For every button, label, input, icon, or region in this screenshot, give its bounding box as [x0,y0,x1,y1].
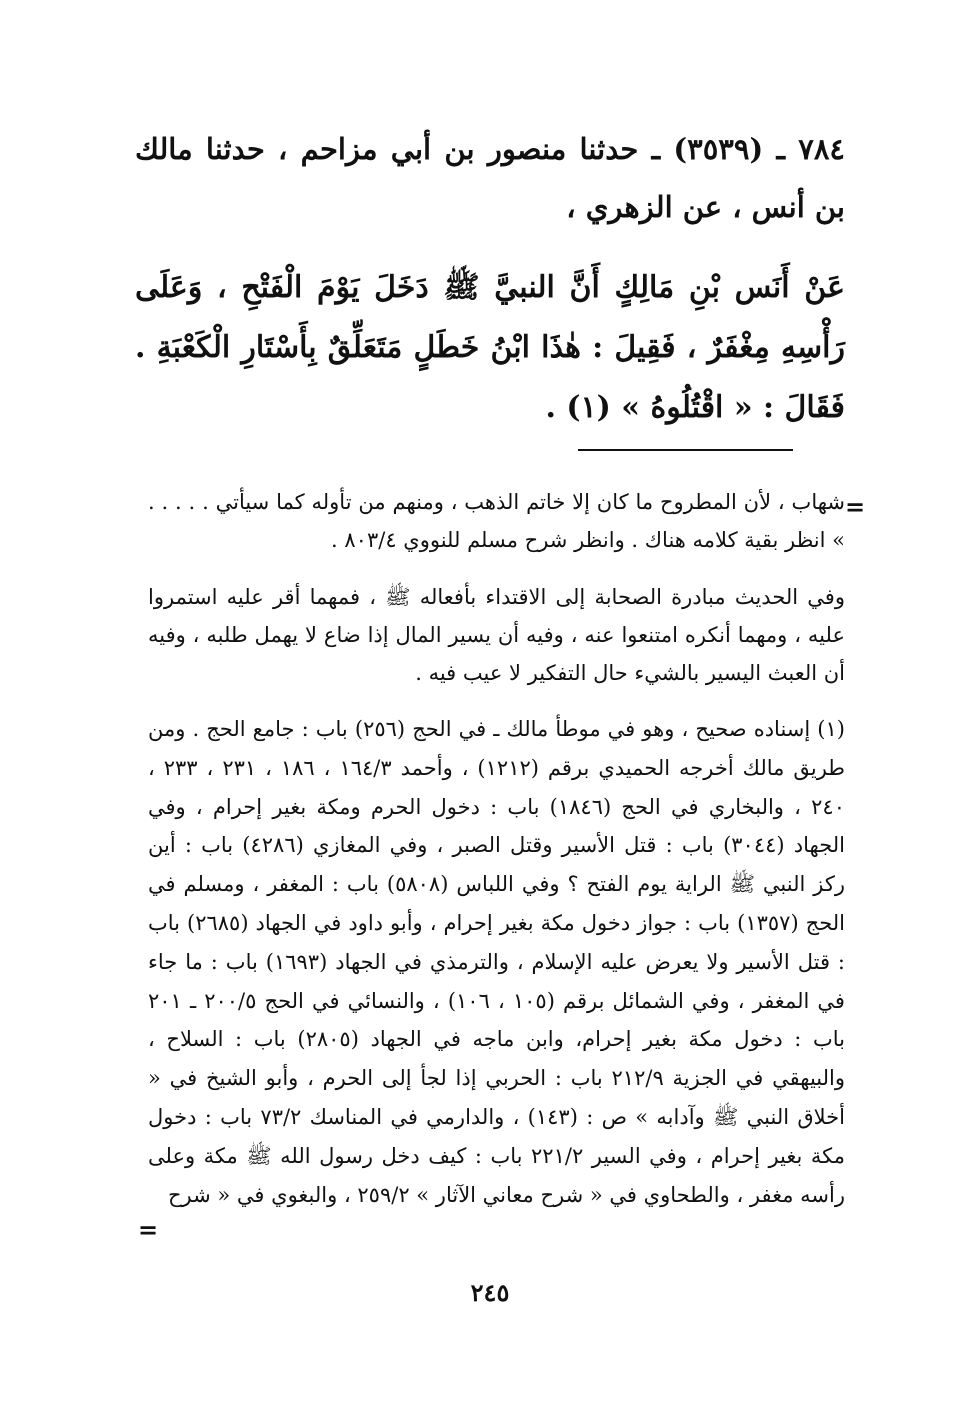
footnote-separator [578,449,793,451]
footnote-commentary: وفي الحديث مبادرة الصحابة إلى الاقتداء بأفعاله ﷺ ، فمهما أقر عليه استمروا عليه ، ومهما أنكره امتنعوا عنه ، وفيه أن يسير المال إذا ضاع لا يهمل طلبه ، وفيه أن العبث اليسير بالشيء حال التفكير لا عيب فيه . [148,585,845,685]
continues-next-page-marker: = [138,1215,159,1244]
footnote-1: (١) إسناده صحيح ، وهو في موطأ مالك ـ في الحج (٢٥٦) باب : جامع الحج . ومن طريق مالك أخرجه الحميدي برقم (١٢١٢) ، وأحمد ١٦٤/٣ ، ١٨٦ ، ٢٣١ ، ٢٣٣ ، ٢٤٠ ، والبخاري في الحج (١٨٤٦) باب : دخول الحرم ومكة بغير إحرام ، وفي الجهاد (٣٠٤٤) باب : قتل الأسير وقتل الصبر ، وفي المغازي (٤٢٨٦) باب : أين ركز النبي ﷺ الراية يوم الفتح ؟ وفي اللباس (٥٨٠٨) باب : المغفر ، ومسلم في الحج (١٣٥٧) باب : جواز دخول مكة بغير إحرام ، وأبو داود في الجهاد (٢٦٨٥) باب : قتل الأسير ولا يعرض عليه الإسلام ، والترمذي في الجهاد (١٦٩٣) باب : ما جاء في المغفر ، وفي الشمائل برقم (١٠٥ ، ١٠٦) ، والنسائي في الحج ٢٠٠/٥ ـ ٢٠١ باب : دخول مكة بغير إحرام، وابن ماجه في الجهاد (٢٨٠٥) باب : السلاح ، والبيهقي في الجزية ٢١٢/٩ باب : الحربي إذا لجأ إلى الحرم ، وأبو الشيخ في « أخلاق النبي ﷺ وآدابه » ص : (١٤٣) ، والدارمي في المناسك ٧٣/٢ باب : دخول مكة بغير إحرام ، وفي السير ٢٢١/٢ باب : كيف دخل رسول الله ﷺ مكة وعلى رأسه مغفر ، والطحاوي في « شرح معاني الآثار » ٢٥٩/٢ ، والبغوي في « شرح [148,717,846,1207]
continued-from-previous-marker: = [845,492,866,521]
footnote-continued-text: شهاب ، لأن المطروح ما كان إلا خاتم الذهب ، ومنهم من تأوله كما سيأتي . . . . . » انظر بقية كلامه هناك . وانظر شرح مسلم للنووي ٨٠٣/٤ . [148,490,845,552]
page-number: ٢٤٥ [470,1278,510,1307]
hadith-text: عَنْ أَنَس بْنِ مَالِكٍ أَنَّ النبيَّ ﷺ دَخَلَ يَوْمَ الْفَتْحِ ، وَعَلَى رَأْسِهِ مِغْفَرٌ ، فَقِيلَ : هٰذَا ابْنُ خَطَلٍ مَتَعَلِّقٌ بِأَسْتَارِ الْكَعْبَةِ . فَقَالَ : « اقْتُلُوهُ » (١) . [135,270,845,425]
hadith-chain-heading: ٧٨٤ ـ (٣٥٣٩) ـ حدثنا منصور بن أبي مزاحم ، حدثنا مالك بن أنس ، عن الزهري ، [135,132,845,224]
